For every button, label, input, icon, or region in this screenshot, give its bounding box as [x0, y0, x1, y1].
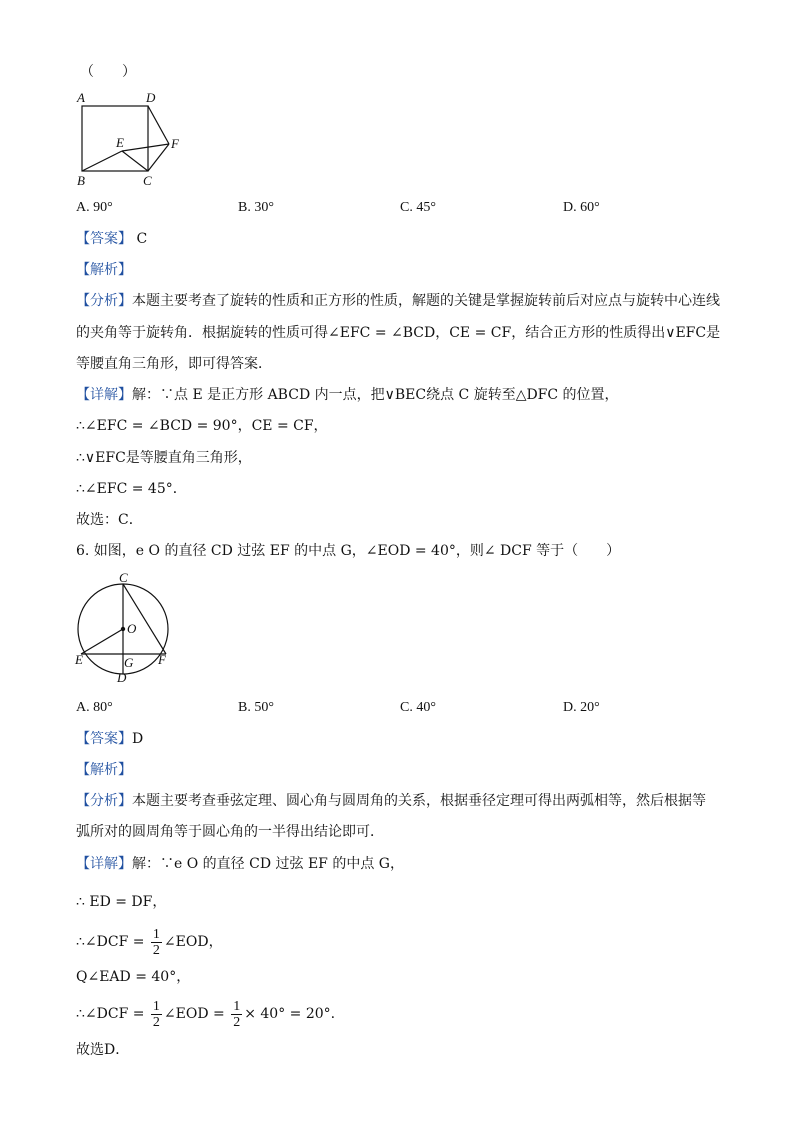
q5-answer-bracket: （ ）	[80, 64, 136, 80]
q5-fenxi-line2: 的夹角等于旋转角．根据旋转的性质可得∠EFC = ∠BCD，CE = CF，结合正方形的性质得出∨EFC是	[76, 325, 721, 341]
label-B: B	[77, 173, 85, 188]
q5-detail-line2: ∴∠EFC = ∠BCD = 90°，CE = CF，	[76, 418, 328, 434]
q5-detail-line1: 【详解】解：∵点 E 是正方形 ABCD 内一点，把∨BEC绕点 C 旋转至△DFC 的位置，	[76, 387, 619, 403]
q6-question: 6. 如图，e O 的直径 CD 过弦 EF 的中点 G，∠EOD = 40°，则∠ DCF 等于（ ）	[76, 543, 621, 559]
q6-answer: 【答案】D	[76, 731, 144, 747]
label-D: D	[146, 90, 156, 105]
q5-option-a: A. 90°	[76, 200, 113, 215]
q6-option-b: B. 50°	[238, 700, 274, 715]
q5-square-figure	[72, 86, 192, 190]
q6-detail-line1: 【详解】解：∵e O 的直径 CD 过弦 EF 的中点 G，	[76, 856, 404, 872]
label-F: F	[158, 652, 166, 667]
q5-detail-line3: ∴∨EFC是等腰直角三角形，	[76, 450, 252, 466]
label-D: D	[117, 670, 127, 684]
q5-fenxi-line1: 【分析】本题主要考查了旋转的性质和正方形的性质，解题的关键是掌握旋转前后对应点与旋转中心连线	[76, 293, 720, 309]
label-G: G	[124, 655, 134, 670]
half-fraction-1: $\frac{1}{2}$	[152, 998, 160, 1030]
half-fraction: $\frac{1}{2}$	[152, 926, 160, 958]
q5-choose: 故选：C．	[76, 512, 143, 528]
label-O: O	[127, 621, 137, 636]
label-F: F	[171, 136, 179, 151]
label-A: A	[77, 90, 85, 105]
q6-detail-line4: Q∠EAD = 40°，	[76, 969, 191, 985]
q5-answer: 【答案】 C	[76, 231, 148, 247]
q6-detail-line3: ∴∠DCF = $\frac{1}{2}$ ∠EOD，	[76, 926, 223, 958]
label-C: C	[143, 173, 152, 188]
q6-option-d: D. 20°	[563, 700, 600, 715]
label-C: C	[119, 570, 128, 585]
q6-detail-line5: ∴∠DCF = $\frac{1}{2}$ ∠EOD = $\frac{1}{2}$ × 40° = 20°.	[76, 998, 336, 1030]
q5-detail-line4: ∴∠EFC = 45°．	[76, 481, 187, 497]
q5-fenxi-line3: 等腰直角三角形，即可得答案．	[76, 356, 272, 372]
q5-analysis-tag: 【解析】	[76, 262, 132, 278]
q5-option-d: D. 60°	[563, 200, 600, 215]
label-E: E	[75, 652, 83, 667]
half-fraction-2: $\frac{1}{2}$	[233, 998, 241, 1030]
label-E: E	[116, 135, 124, 150]
q6-option-a: A. 80°	[76, 700, 113, 715]
q5-option-b: B. 30°	[238, 200, 274, 215]
q6-circle-figure	[70, 568, 180, 684]
q5-option-c: C. 45°	[400, 200, 436, 215]
q6-analysis-tag: 【解析】	[76, 762, 132, 778]
center-point	[121, 627, 125, 631]
q6-detail-line2: ∴ ED = DF，	[76, 894, 167, 910]
q6-fenxi-line2: 弧所对的圆周角等于圆心角的一半得出结论即可．	[76, 824, 384, 840]
q6-option-c: C. 40°	[400, 700, 436, 715]
q6-choose: 故选D．	[76, 1042, 130, 1058]
q6-fenxi-line1: 【分析】本题主要考查垂弦定理、圆心角与圆周角的关系，根据垂径定理可得出两弧相等，然后根据等	[76, 793, 706, 809]
